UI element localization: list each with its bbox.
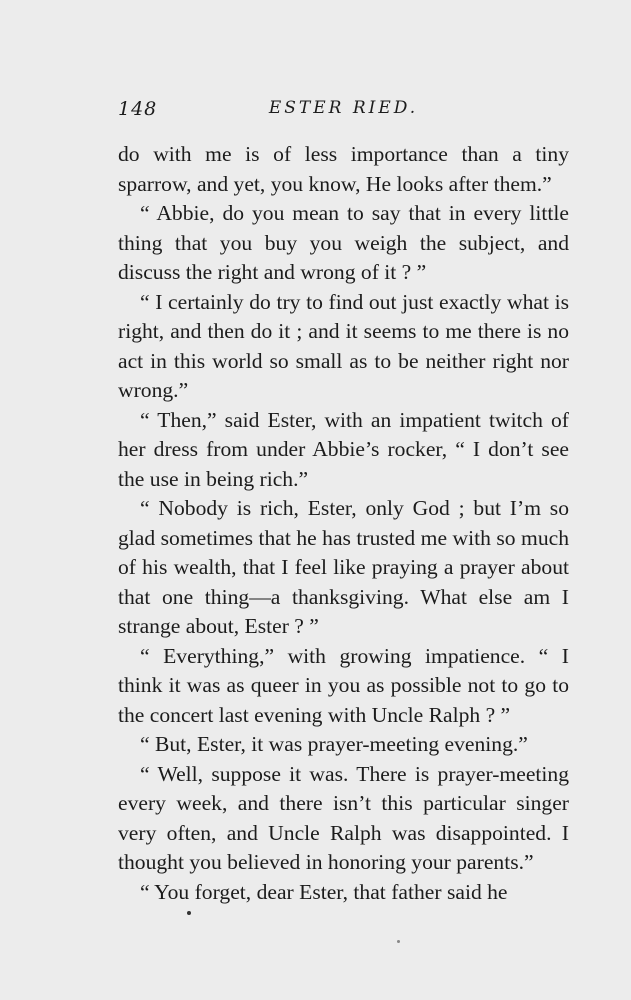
paragraph: do with me is of less importance than a tiny sparrow, and yet, you know, He looks after them.” [118, 142, 569, 196]
ink-speck [187, 911, 191, 915]
paragraph: “ Nobody is rich, Ester, only God ; but I’m so glad sometimes that he has trusted me with so much of his wealth, that I feel like praying a prayer about that one thing—a thanksgiving. What else am I strange about, Ester ? ” [118, 496, 569, 638]
body-text [118, 140, 569, 907]
paragraph: “ But, Ester, it was prayer-meeting evening.” [140, 732, 528, 756]
ink-speck [397, 940, 400, 943]
page-header [118, 98, 569, 124]
paragraph: “ Everything,” with growing impatience. “ I think it was as queer in you as possible not to go to the concert last evening with Uncle Ralph ? ” [118, 643, 569, 727]
paragraph: “ Then,” said Ester, with an impatient twitch of her dress from under Abbie’s rocker, “ I don’t see the use in being rich.” [118, 407, 569, 491]
paragraph: “ You forget, dear Ester, that father said he [140, 879, 508, 904]
paragraph: “ I certainly do try to find out just exactly what is right, and then do it ; and it seems to me there is no act in this world so small as to be neither right nor wrong.” [118, 289, 569, 402]
page-number: 148 [118, 98, 158, 120]
running-head: ESTER RIED. [268, 98, 419, 118]
paragraph: “ Abbie, do you mean to say that in every little thing that you buy you weigh the subject, and discuss the right and wrong of it ? ” [118, 201, 569, 284]
paragraph: “ Well, suppose it was. There is prayer-meeting every week, and there isn’t this particular singer very often, and Uncle Ralph was disappointed. I thought you believed in honoring your parents.” [118, 761, 569, 874]
